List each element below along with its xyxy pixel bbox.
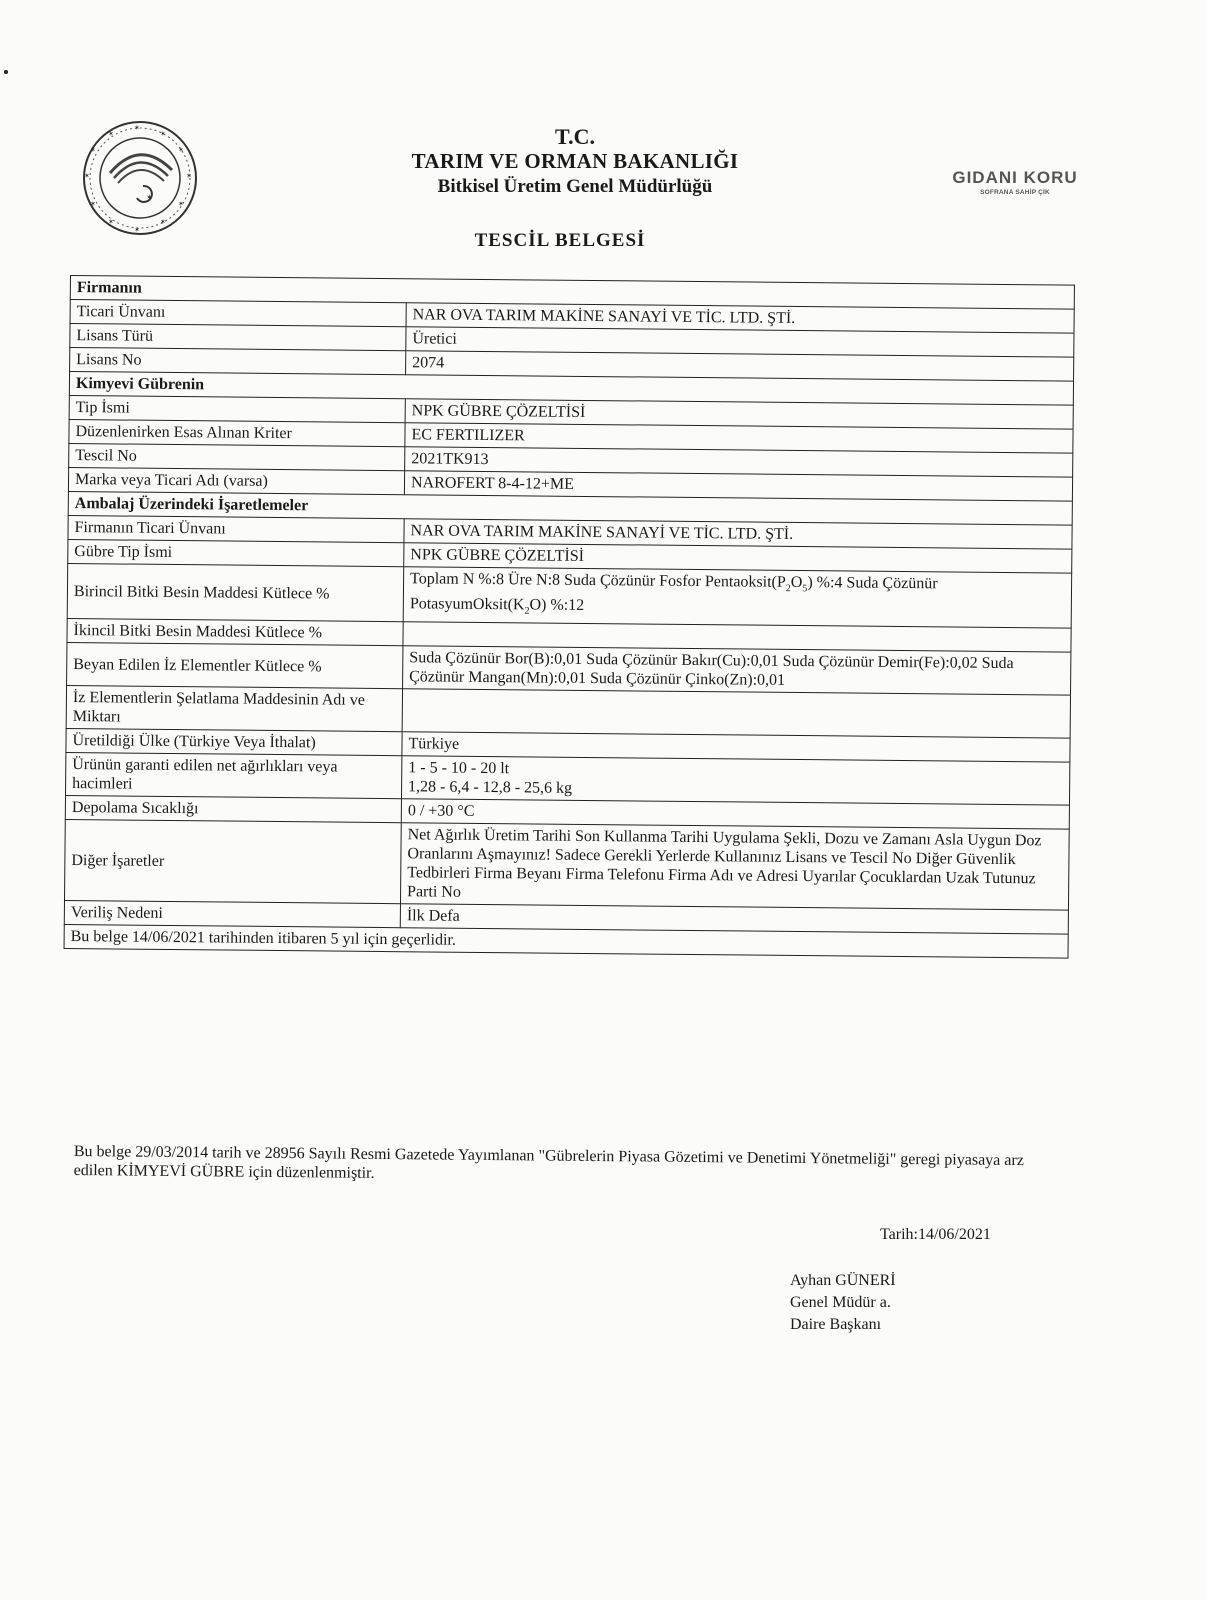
primary-nutrients-text-c: ) %:4 Suda Çözünür PotasyumOksit(K — [409, 574, 938, 614]
field-value — [402, 689, 1070, 738]
table-row — [64, 820, 1069, 911]
field-label: Düzenlenirken Esas Alınan Kriter — [69, 419, 405, 446]
field-value: EC FERTILIZER — [405, 423, 1073, 453]
svg-text:✶: ✶ — [108, 130, 114, 138]
field-label: Lisans No — [70, 348, 406, 375]
field-value: NAROFERT 8-4-12+ME — [404, 471, 1072, 501]
weights-kg: 1,28 - 6,4 - 12,8 - 25,6 kg — [408, 778, 573, 798]
svg-text:✶: ✶ — [90, 200, 96, 208]
svg-text:✶: ✶ — [90, 146, 96, 154]
signature-block — [790, 1270, 896, 1336]
issue-date: Tarih:14/06/2021 — [880, 1226, 991, 1243]
field-label: Veriliş Nedeni — [64, 901, 400, 928]
svg-text:✶: ✶ — [160, 130, 166, 138]
field-value: NAR OVA TARIM MAKİNE SANAYİ VE TİC. LTD. ŞTİ. — [404, 519, 1072, 549]
field-label: Firmanın Ticari Ünvanı — [68, 515, 404, 542]
legal-statement: Bu belge 29/03/2014 tarih ve 28956 Sayılı Resmi Gazetede Yayımlanan "Gübrelerin Piyasa Gözetimi ve Denetimi Yönetmeliği" geregi piyasaya arz edilen KİMYEVİ GÜBRE için düzenlenmiştir. — [73, 1143, 1024, 1182]
header-ministry: TARIM VE ORMAN BAKANLIĞI — [411, 149, 739, 173]
field-value: 2021TK913 — [405, 447, 1073, 477]
field-label: Beyan Edilen İz Elementler Kütlece % — [67, 643, 403, 689]
svg-text:✶: ✶ — [134, 124, 140, 132]
primary-nutrients-text-b: O — [790, 573, 803, 592]
field-label: Üretildiği Ülke (Türkiye Veya İthalat) — [66, 729, 402, 756]
field-label: Diğer İşaretler — [64, 820, 401, 904]
field-label: İz Elementlerin Şelatlama Maddesinin Adı ve Miktarı — [66, 686, 402, 732]
brand-logo-sub: SOFRANA SAHİP ÇIK — [980, 189, 1050, 196]
weights-volumes: 1 - 5 - 10 - 20 lt — [408, 759, 510, 778]
signatory-title-1: Genel Müdür a. — [790, 1294, 891, 1311]
field-label: Tescil No — [69, 443, 405, 470]
field-value: Suda Çözünür Bor(B):0,01 Suda Çözünür Bakır(Cu):0,01 Suda Çözünür Demir(Fe):0,02 Suda Çözünür Mangan(Mn):0,01 Suda Çözünür Çinko(Zn):0,01 — [403, 646, 1071, 695]
field-value: 2074 — [406, 351, 1074, 381]
field-value-primary-nutrients — [403, 567, 1072, 629]
brand-logo-main: GIDANI KORU — [952, 168, 1078, 187]
field-value: Net Ağırlık Üretim Tarihi Son Kullanma Tarihi Uygulama Şekli, Dozu ve Zamanı Asla Uygun Doz Oranlarını Aşmayınız! Sadece Gerekli Yerlerde Kullanınız Lisans ve Tescil No Diğer Güvenlik Tedbirleri Firma Beyanı Firma Telefonu Firma Adı ve Adresi Uyarılar Çocuklardan Uzak Tutunuz Parti No — [400, 823, 1069, 910]
field-value: NAR OVA TARIM MAKİNE SANAYİ VE TİC. LTD. ŞTİ. — [406, 303, 1074, 333]
svg-text:✶: ✶ — [84, 172, 90, 180]
section-fertilizer: Kimyevi Gübrenin — [69, 372, 1073, 406]
signatory-title-2: Daire Başkanı — [790, 1316, 882, 1333]
field-value: NPK GÜBRE ÇÖZELTİSİ — [405, 399, 1073, 429]
primary-nutrients-text-d: O) %:12 — [529, 596, 585, 615]
svg-text:✶: ✶ — [178, 200, 184, 208]
document-header — [390, 124, 760, 199]
registration-form-table — [64, 275, 1075, 959]
field-label: İkincil Bitki Besin Maddesi Kütlece % — [67, 619, 403, 646]
field-label: Lisans Türü — [70, 324, 406, 351]
table-row — [67, 563, 1071, 628]
svg-text:✶: ✶ — [186, 172, 192, 180]
field-label: Tip İsmi — [69, 395, 405, 422]
field-label: Marka veya Ticari Adı (varsa) — [68, 467, 404, 494]
svg-text:✶: ✶ — [108, 218, 114, 226]
ministry-seal — [80, 118, 200, 238]
field-value: İlk Defa — [400, 904, 1068, 934]
header-line-1: T.C. — [555, 124, 595, 149]
field-value: Türkiye — [402, 732, 1070, 762]
scan-speck — [4, 70, 8, 74]
subscript: 5 — [802, 583, 808, 595]
field-label: Ürünün garanti edilen net ağırlıkları veya hacimleri — [66, 753, 402, 799]
field-label: Birincil Bitki Besin Maddesi Kütlece % — [67, 563, 404, 622]
svg-text:✶: ✶ — [160, 218, 166, 226]
svg-text:✶: ✶ — [178, 146, 184, 154]
header-directorate: Bitkisel Üretim Genel Müdürlüğü — [437, 176, 713, 197]
section-firm: Firmanın — [70, 276, 1074, 310]
subscript: 2 — [524, 605, 530, 617]
brand-logo — [950, 168, 1080, 196]
field-value: 0 / +30 °C — [401, 799, 1069, 829]
svg-text:✶: ✶ — [146, 193, 153, 202]
document-title: TESCİL BELGESİ — [474, 230, 646, 251]
section-packaging: Ambalaj Üzerindeki İşaretlemeler — [68, 491, 1072, 525]
field-value: Üretici — [406, 327, 1074, 357]
field-label: Depolama Sıcaklığı — [65, 796, 401, 823]
subscript: 2 — [785, 583, 791, 595]
field-label: Ticari Ünvanı — [70, 300, 406, 327]
signatory-name: Ayhan GÜNERİ — [790, 1272, 896, 1289]
svg-text:✶: ✶ — [134, 226, 140, 234]
field-value: NPK GÜBRE ÇÖZELTİSİ — [404, 543, 1072, 573]
field-label: Gübre Tip İsmi — [68, 539, 404, 566]
primary-nutrients-text-a: Toplam N %:8 Üre N:8 Suda Çözünür Fosfor Pentaoksit(P — [410, 570, 786, 591]
validity-note: Bu belge 14/06/2021 tarihinden itibaren 5 yıl için geçerlidir. — [64, 925, 1068, 959]
field-value-weights — [401, 756, 1069, 805]
